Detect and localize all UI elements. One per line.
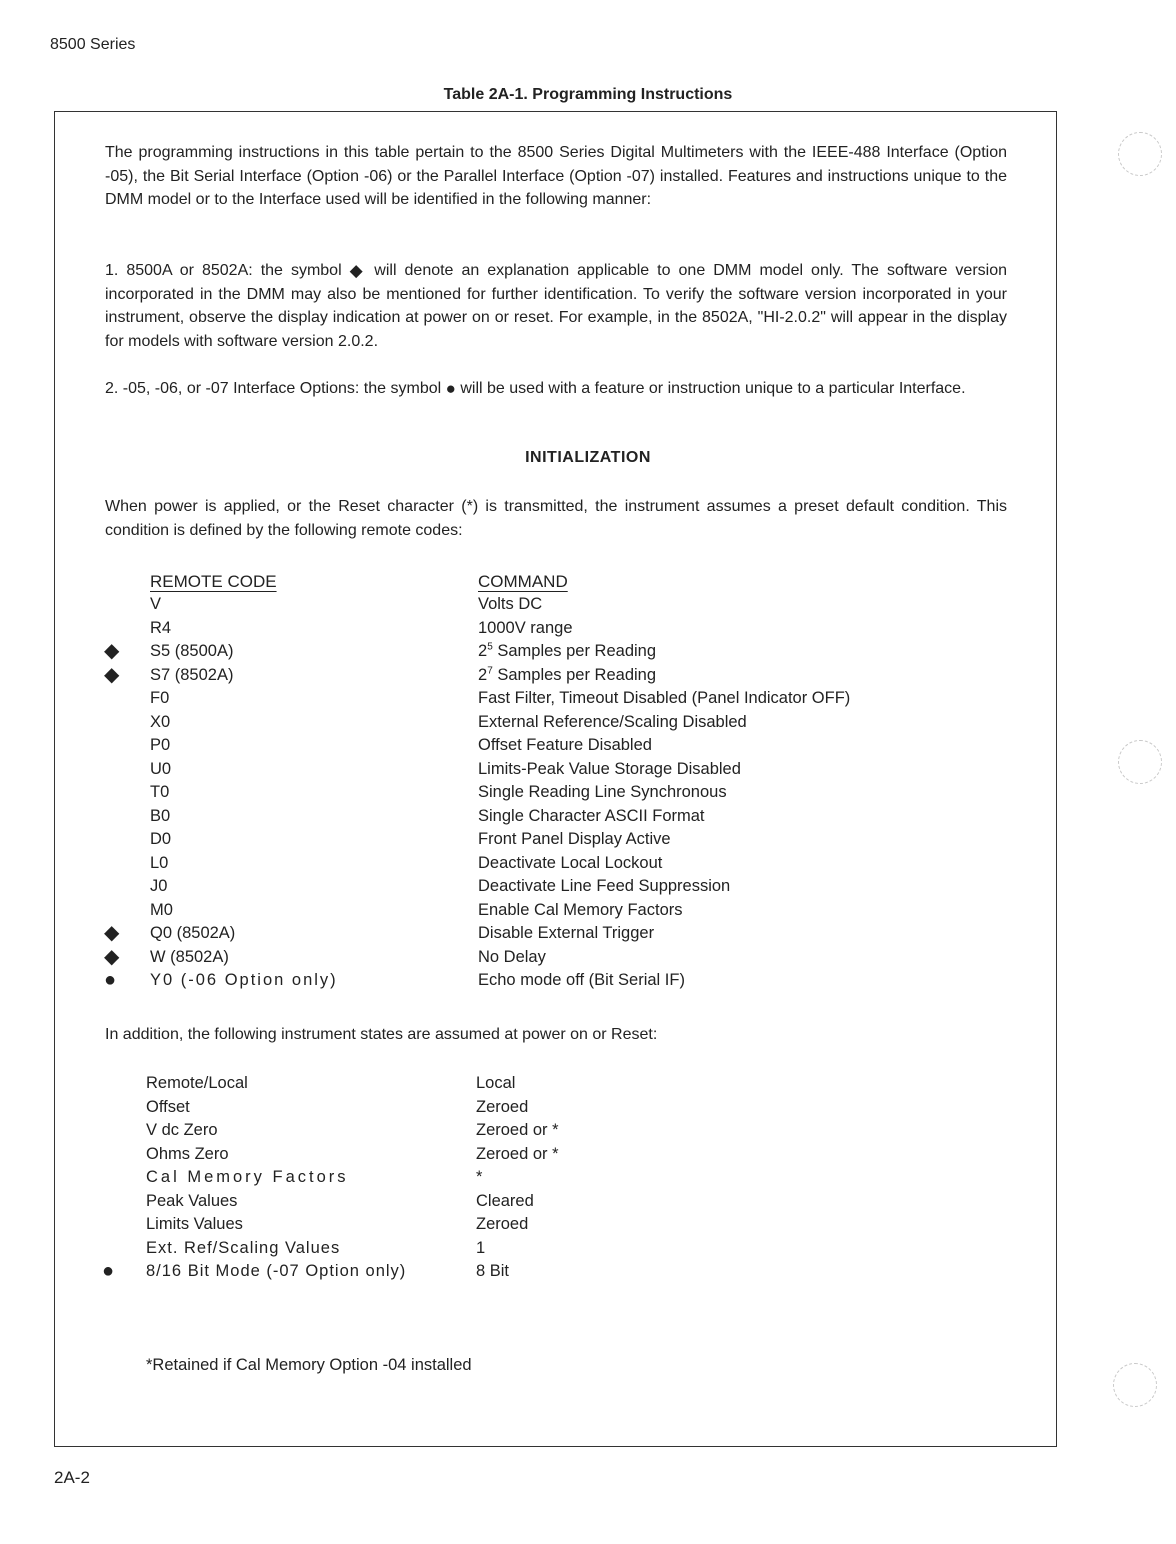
remote-code: L0: [150, 853, 169, 872]
series-label: 8500 Series: [50, 36, 136, 53]
remote-code: J0: [150, 877, 168, 895]
remote-code: F0: [150, 689, 170, 707]
command-description: Single Character ASCII Format: [478, 806, 705, 825]
remote-code: M0: [150, 900, 173, 919]
command-description: Fast Filter, Timeout Disabled (Panel Indicator OFF): [478, 689, 851, 707]
command-text: Samples per Reading: [497, 642, 657, 660]
interface-symbol-text-b: will be used with a feature or instruction unique to a particular Interface.: [460, 380, 966, 397]
state-value: Zeroed or *: [476, 1121, 559, 1139]
remote-code: B0: [150, 806, 171, 825]
command-description: Volts DC: [478, 595, 543, 613]
model-symbol-paragraph: [105, 259, 1007, 353]
power-base: 2: [478, 665, 488, 684]
remote-code: Q0 (8502A): [150, 924, 236, 942]
state-name: Ohms Zero: [146, 1144, 229, 1163]
bullet-icon: ●: [102, 1260, 115, 1282]
command-description: Enable Cal Memory Factors: [478, 900, 683, 919]
remote-code: Y0 (-06 Option only): [150, 971, 338, 989]
diamond-icon: ◆: [104, 945, 120, 968]
state-name: Limits Values: [146, 1215, 243, 1233]
state-value: Zeroed or *: [476, 1144, 559, 1163]
intro-paragraph: The programming instructions in this table pertain to the 8500 Series Digital Multimeters with the IEEE-488 Interface (Option -05), the Bit Serial Interface (Option -06) or the Parallel Interface (Option -07) installed. Features and instructions unique to the DMM model or to the Interface used will be identified in the following manner:: [105, 144, 1007, 208]
state-name: Remote/Local: [146, 1074, 248, 1092]
remote-code: U0: [150, 759, 172, 778]
table-title: Table 2A-1. Programming Instructions: [443, 86, 733, 103]
command-description: [478, 666, 656, 685]
states-paragraph: In addition, the following instrument states are assumed at power on or Reset:: [105, 1026, 658, 1043]
command-description: Deactivate Local Lockout: [478, 853, 663, 872]
model-symbol-text-b: will denote an explanation applicable to one DMM model only. The software version incorporated in the DMM may also be mentioned for further identification. To verify the software version incorporated in your instrument, observe the display indication at power on or reset. For example, in the 8502A, "HI-2.0.2" will appear in the display for models with software version 2.0.2.: [105, 262, 1007, 350]
state-value: Zeroed: [476, 1097, 529, 1116]
power-exponent: 5: [487, 641, 493, 653]
state-name: Cal Memory Factors: [146, 1168, 349, 1186]
punch-hole-icon: [1118, 740, 1162, 784]
command-description: Single Reading Line Synchronous: [478, 783, 727, 801]
remote-code: X0: [150, 712, 171, 731]
bullet-icon: ●: [445, 379, 456, 398]
state-name: Ext. Ref/Scaling Values: [146, 1238, 341, 1257]
state-name: V dc Zero: [146, 1121, 218, 1139]
command-description: Echo mode off (Bit Serial IF): [478, 971, 685, 989]
command-description: Offset Feature Disabled: [478, 736, 652, 754]
footnote: *Retained if Cal Memory Option -04 installed: [146, 1356, 472, 1374]
command-description: Front Panel Display Active: [478, 830, 671, 848]
punch-hole-icon: [1118, 132, 1162, 176]
interface-symbol-paragraph: [105, 377, 1007, 401]
state-value: Local: [476, 1074, 516, 1092]
remote-code: P0: [150, 736, 171, 754]
state-value: Cleared: [476, 1191, 534, 1210]
command-description: Disable External Trigger: [478, 924, 655, 942]
remote-code: T0: [150, 783, 170, 801]
command-description: 1000V range: [478, 618, 573, 637]
interface-symbol-text-a: 2. -05, -06, or -07 Interface Options: the symbol: [105, 380, 442, 397]
bullet-icon: ●: [104, 969, 117, 991]
punch-hole-icon: [1113, 1363, 1157, 1407]
state-value: *: [476, 1168, 483, 1186]
model-symbol-text-a: 1. 8500A or 8502A: the symbol: [105, 262, 342, 279]
remote-code-header: REMOTE CODE: [150, 572, 277, 591]
power-base: 2: [478, 642, 488, 660]
initialization-paragraph: When power is applied, or the Reset character (*) is transmitted, the instrument assumes a preset default condition. This condition is defined by the following remote codes:: [105, 498, 1007, 539]
diamond-icon: ◆: [104, 663, 120, 686]
diamond-icon: ◆: [349, 261, 367, 280]
state-name: 8/16 Bit Mode (-07 Option only): [146, 1262, 407, 1280]
remote-code: D0: [150, 830, 172, 848]
command-text: Samples per Reading: [497, 665, 657, 684]
command-description: Deactivate Line Feed Suppression: [478, 877, 731, 895]
remote-code: S7 (8502A): [150, 665, 234, 684]
state-value: 8 Bit: [476, 1262, 510, 1280]
state-name: Offset: [146, 1097, 190, 1116]
remote-code: S5 (8500A): [150, 642, 234, 660]
state-value: 1: [476, 1238, 486, 1257]
initialization-heading: INITIALIZATION: [525, 449, 651, 466]
state-value: Zeroed: [476, 1215, 529, 1233]
page-number: 2A-2: [54, 1468, 90, 1487]
diamond-icon: ◆: [104, 640, 120, 662]
diamond-icon: ◆: [104, 922, 120, 944]
command-description: [478, 642, 656, 661]
command-description: No Delay: [478, 947, 546, 966]
power-exponent: 7: [487, 665, 493, 676]
remote-code: W (8502A): [150, 947, 229, 966]
command-description: External Reference/Scaling Disabled: [478, 712, 747, 731]
command-description: Limits-Peak Value Storage Disabled: [478, 759, 741, 778]
state-name: Peak Values: [146, 1191, 238, 1210]
command-header: COMMAND: [478, 572, 568, 591]
remote-code: R4: [150, 618, 172, 637]
remote-code: V: [150, 595, 162, 613]
